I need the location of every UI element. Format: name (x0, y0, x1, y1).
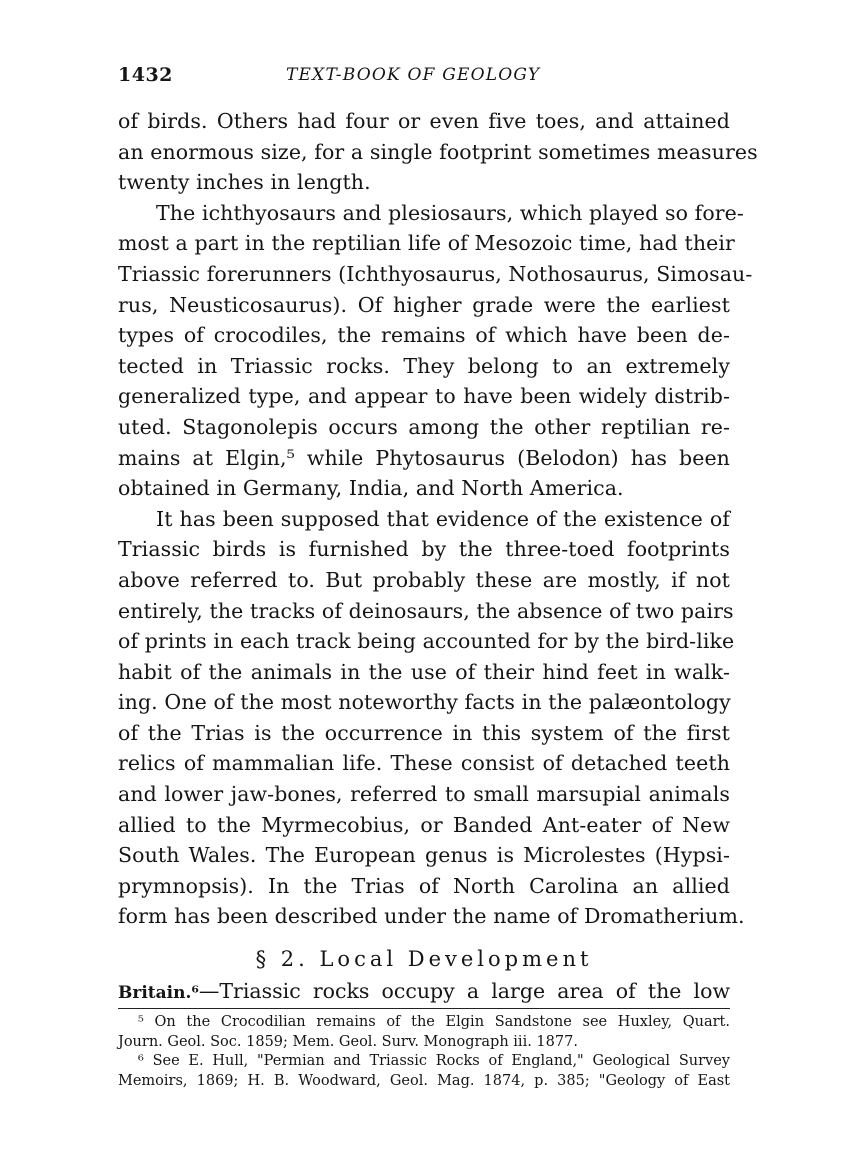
text-line: prymnopsis). In the Trias of North Carolina an allied (118, 873, 730, 898)
footnote-line: Journ. Geol. Soc. 1859; Mem. Geol. Surv. Monograph iii. 1877. (118, 1033, 578, 1050)
text-line: entirely, the tracks of deinosaurs, the absence of two pairs (118, 598, 734, 623)
text-line: Triassic birds is furnished by the three-toed footprints (118, 537, 730, 562)
text-line: of the Trias is the occurrence in this system of the first (118, 720, 730, 745)
body-text (118, 106, 758, 932)
text-line: and lower jaw-bones, referred to small marsupial animals (118, 782, 730, 807)
text-line: above referred to. But probably these are mostly, if not (118, 567, 730, 592)
text-line: twenty inches in length. (118, 170, 371, 195)
footnote-rule (118, 1008, 730, 1009)
text-line: relics of mammalian life. These consist of detached teeth (118, 751, 730, 776)
text-line: of prints in each track being accounted for by the bird-like (118, 629, 735, 654)
text-line: rus, Neusticosaurus). Of higher grade were the earliest (118, 292, 730, 317)
text-line: of birds. Others had four or even five toes, and attained (118, 109, 730, 133)
text-line: obtained in Germany, India, and North America. (118, 476, 624, 501)
britain-text: —Triassic rocks occupy a large area of the low (198, 979, 730, 1003)
text-line: mains at Elgin,⁵ while Phytosaurus (Belodon) has been (118, 445, 730, 470)
text-line: an enormous size, for a single footprint sometimes measures (118, 139, 758, 164)
britain-label: Britain.⁶ (118, 983, 199, 1003)
text-line: types of crocodiles, the remains of which have been de- (118, 323, 730, 348)
text-line: habit of the animals in the use of their hind feet in walk- (118, 659, 730, 684)
text-line: It has been supposed that evidence of the existence of (156, 506, 730, 531)
text-line: Triassic forerunners (Ichthyosaurus, Nothosaurus, Simosau- (118, 261, 753, 286)
text-line: South Wales. The European genus is Microlestes (Hypsi- (118, 843, 730, 868)
text-line: The ichthyosaurs and plesiosaurs, which played so fore- (156, 200, 744, 225)
text-line: uted. Stagonolepis occurs among the other reptilian re- (118, 414, 730, 439)
text-line: most a part in the reptilian life of Mesozoic time, had their (118, 231, 735, 256)
text-line: form has been described under the name of Dromatherium. (118, 904, 745, 929)
section-heading: § 2. Local Development (255, 947, 593, 971)
footnotes (118, 1013, 730, 1091)
text-line: allied to the Myrmecobius, or Banded Ant-eater of New (118, 812, 730, 837)
page-number: 1432 (118, 64, 173, 86)
page-header (118, 64, 730, 90)
text-line: ing. One of the most noteworthy facts in the palæontology (118, 690, 731, 715)
section-first-line (118, 976, 730, 1006)
footnote-line: ⁵ On the Crocodilian remains of the Elgin Sandstone see Huxley, Quart. (138, 1014, 730, 1030)
text-line: generalized type, and appear to have been widely distrib- (118, 384, 730, 409)
footnote-line: ⁶ See E. Hull, "Permian and Triassic Rocks of England," Geological Survey (138, 1053, 730, 1069)
text-line: tected in Triassic rocks. They belong to an extremely (118, 353, 730, 378)
footnote-line: Memoirs, 1869; H. B. Woodward, Geol. Mag. 1874, p. 385; "Geology of East (118, 1072, 730, 1089)
running-title: TEXT-BOOK OF GEOLOGY (286, 65, 541, 85)
